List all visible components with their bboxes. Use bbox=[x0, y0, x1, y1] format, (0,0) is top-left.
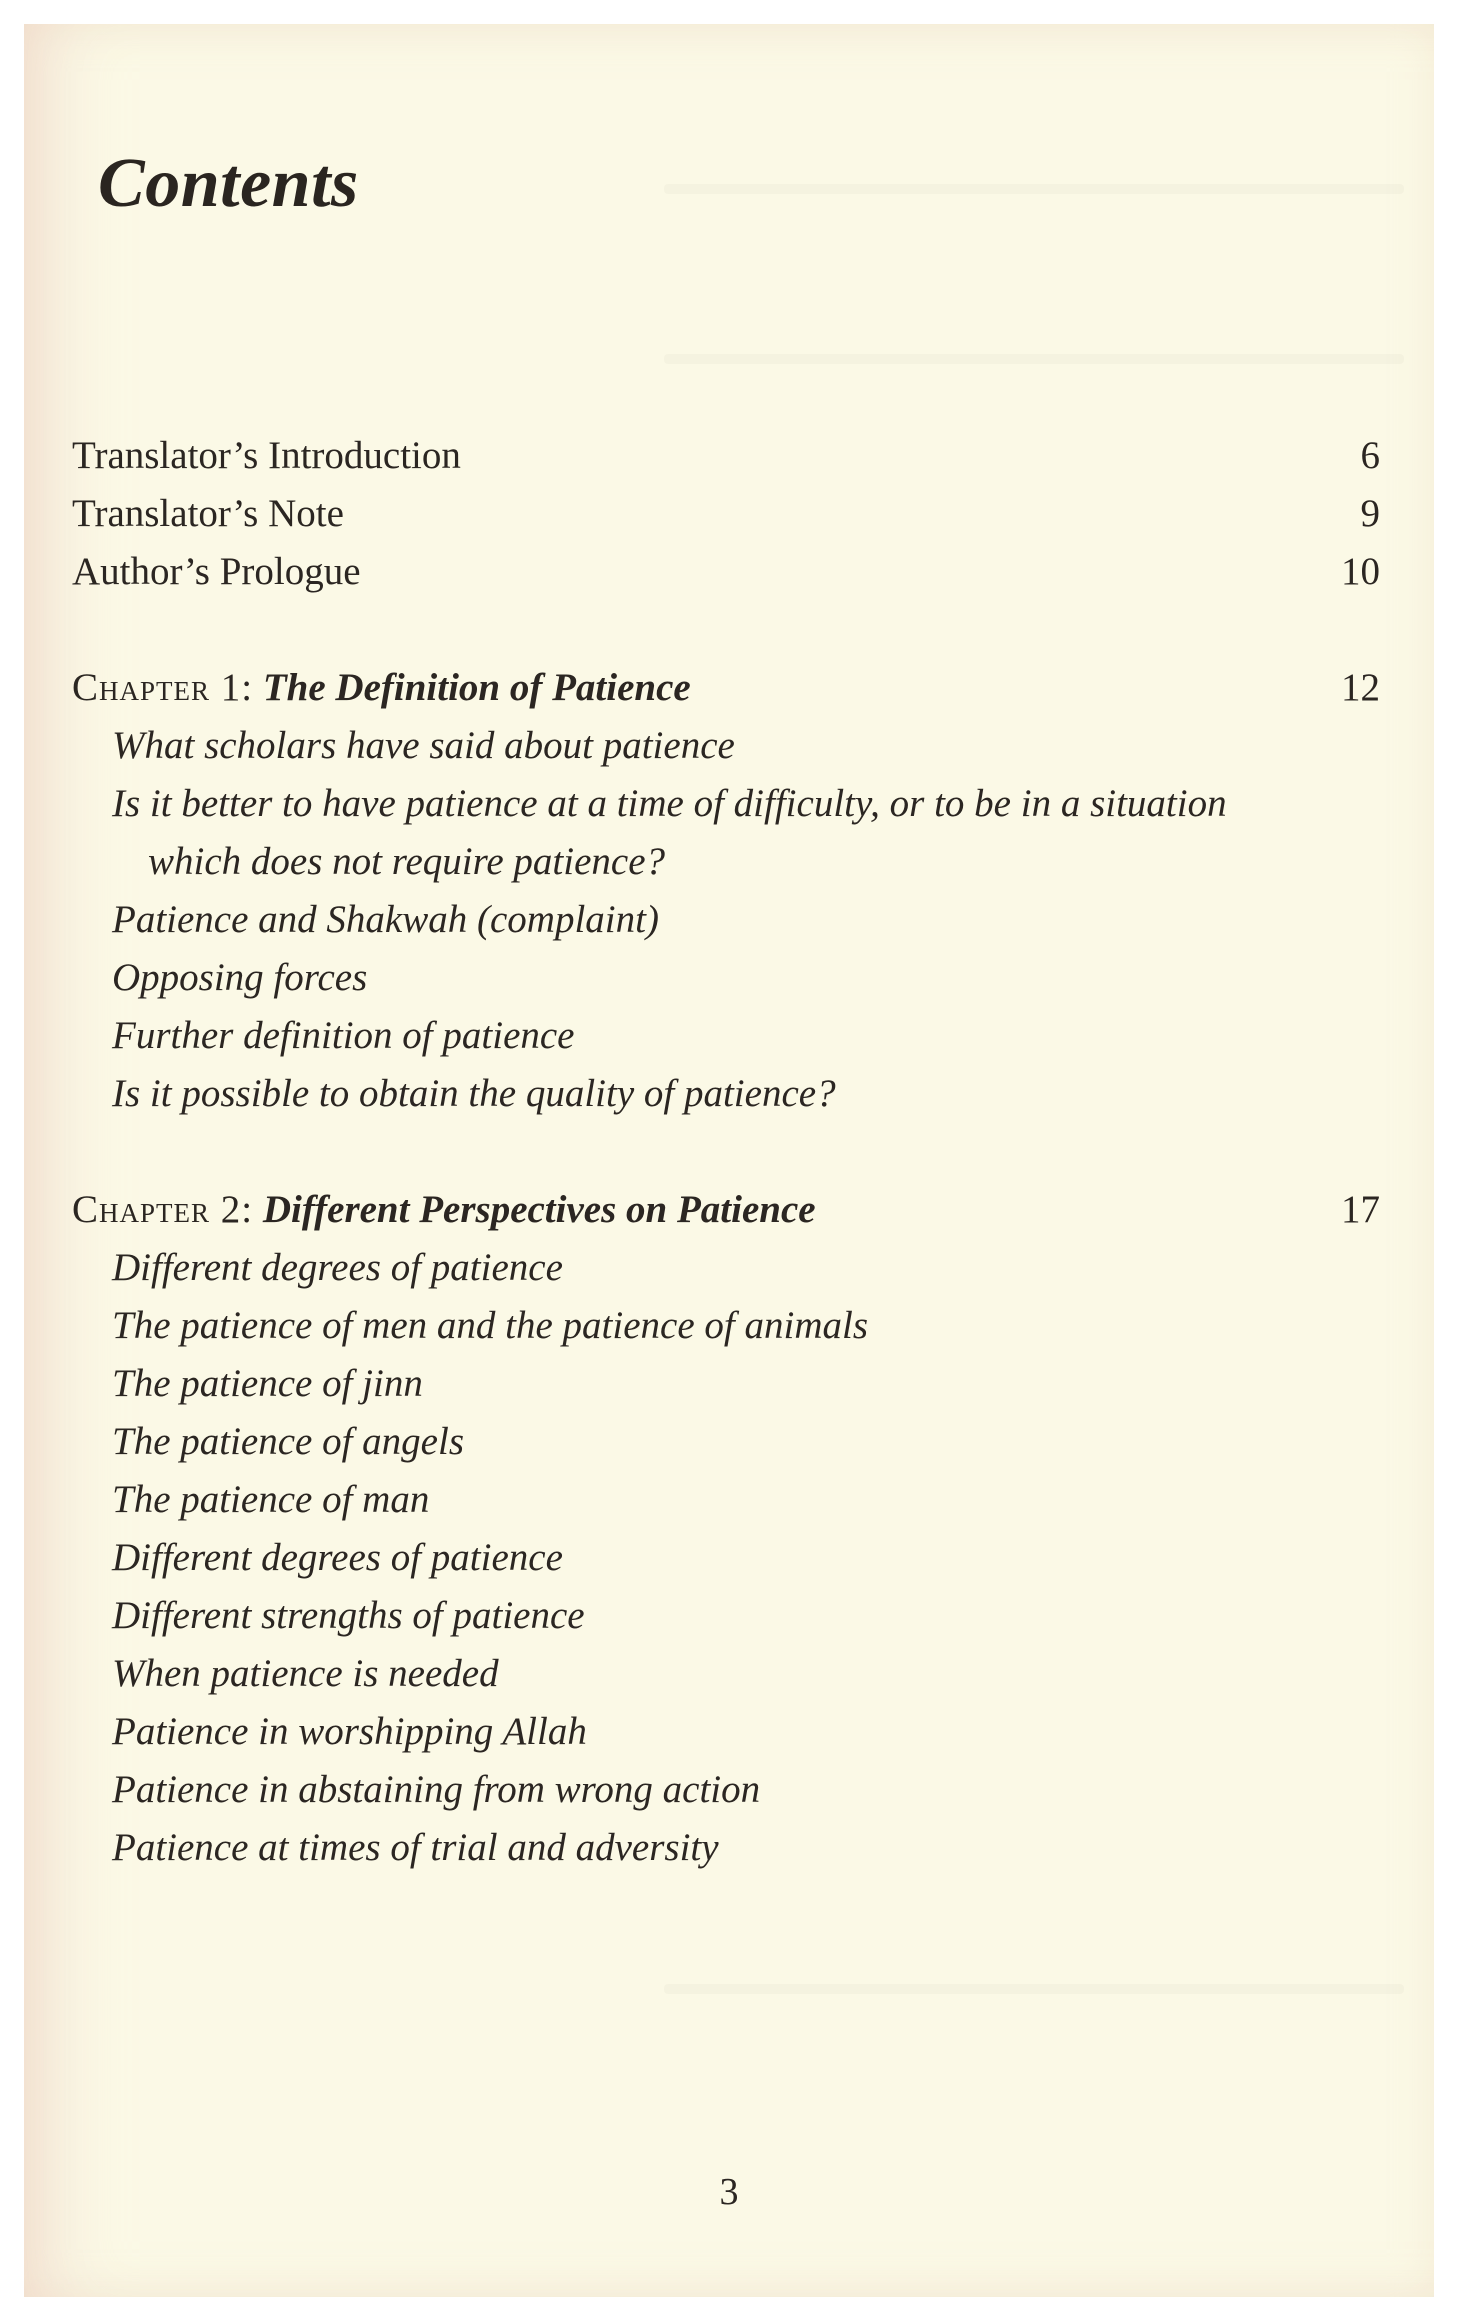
section-title: Opposing forces bbox=[112, 956, 368, 999]
toc-section[interactable] bbox=[24, 1067, 1434, 1121]
section-title-continuation: which does not require patience? bbox=[148, 840, 665, 883]
section-title: Patience in abstaining from wrong action bbox=[112, 1768, 761, 1811]
bleed-through-mark bbox=[664, 184, 1404, 194]
toc-section[interactable] bbox=[24, 1763, 1434, 1817]
bleed-through-mark bbox=[664, 1984, 1404, 1994]
toc-section[interactable] bbox=[24, 1241, 1434, 1295]
toc-entry-title: Author’s Prologue bbox=[72, 550, 361, 593]
toc-section[interactable] bbox=[24, 777, 1434, 831]
toc-entry-translators-note[interactable] bbox=[24, 487, 1434, 541]
toc-section[interactable] bbox=[24, 719, 1434, 773]
toc-section[interactable] bbox=[24, 1009, 1434, 1063]
toc-section-continuation[interactable] bbox=[24, 835, 1434, 889]
section-title: The patience of angels bbox=[112, 1420, 465, 1463]
chapter-2-label: Chapter 2: bbox=[72, 1188, 254, 1231]
toc-chapter-1[interactable] bbox=[24, 661, 1434, 715]
page-number: 3 bbox=[719, 2171, 739, 2213]
toc-chapter-2[interactable] bbox=[24, 1183, 1434, 1237]
section-title: Is it possible to obtain the quality of patience? bbox=[112, 1072, 836, 1115]
toc-section[interactable] bbox=[24, 1357, 1434, 1411]
toc-entry-title: Translator’s Note bbox=[72, 492, 344, 535]
chapter-2-title: Different Perspectives on Patience bbox=[262, 1188, 816, 1231]
toc-section[interactable] bbox=[24, 893, 1434, 947]
toc-entry-translators-introduction[interactable] bbox=[24, 429, 1434, 483]
toc-section[interactable] bbox=[24, 1473, 1434, 1527]
chapter-2-page: 17 bbox=[1341, 1188, 1380, 1231]
section-title: Patience and Shakwah (complaint) bbox=[112, 898, 659, 941]
toc-section[interactable] bbox=[24, 1821, 1434, 1875]
section-title: Further definition of patience bbox=[112, 1014, 575, 1057]
section-title: Different strengths of patience bbox=[112, 1594, 585, 1637]
section-title: Is it better to have patience at a time of difficulty, or to be in a situation bbox=[112, 782, 1227, 825]
section-title: The patience of men and the patience of animals bbox=[112, 1304, 869, 1347]
section-title: When patience is needed bbox=[112, 1652, 499, 1695]
bleed-through-mark bbox=[664, 354, 1404, 364]
toc-entry-page: 6 bbox=[1360, 434, 1380, 477]
book-page bbox=[24, 24, 1434, 2297]
toc-entry-title: Translator’s Introduction bbox=[72, 434, 461, 477]
toc-section[interactable] bbox=[24, 951, 1434, 1005]
toc-entry-page: 10 bbox=[1341, 550, 1380, 593]
section-title: Patience at times of trial and adversity bbox=[112, 1826, 719, 1869]
toc-section[interactable] bbox=[24, 1299, 1434, 1353]
chapter-2-heading bbox=[72, 1183, 816, 1237]
section-title: Different degrees of patience bbox=[112, 1246, 563, 1289]
contents-heading: Contents bbox=[98, 145, 359, 222]
toc-entry-authors-prologue[interactable] bbox=[24, 545, 1434, 599]
section-title: Different degrees of patience bbox=[112, 1536, 563, 1579]
chapter-1-label: Chapter 1: bbox=[72, 666, 254, 709]
section-title: Patience in worshipping Allah bbox=[112, 1710, 587, 1753]
chapter-1-heading bbox=[72, 661, 691, 715]
toc-section[interactable] bbox=[24, 1589, 1434, 1643]
chapter-1-page: 12 bbox=[1341, 666, 1380, 709]
section-title: What scholars have said about patience bbox=[112, 724, 735, 767]
section-title: The patience of jinn bbox=[112, 1362, 423, 1405]
toc-section[interactable] bbox=[24, 1415, 1434, 1469]
section-title: The patience of man bbox=[112, 1478, 430, 1521]
toc-section[interactable] bbox=[24, 1705, 1434, 1759]
toc-section[interactable] bbox=[24, 1531, 1434, 1585]
chapter-1-title: The Definition of Patience bbox=[262, 666, 691, 709]
toc-entry-page: 9 bbox=[1360, 492, 1380, 535]
toc-section[interactable] bbox=[24, 1647, 1434, 1701]
